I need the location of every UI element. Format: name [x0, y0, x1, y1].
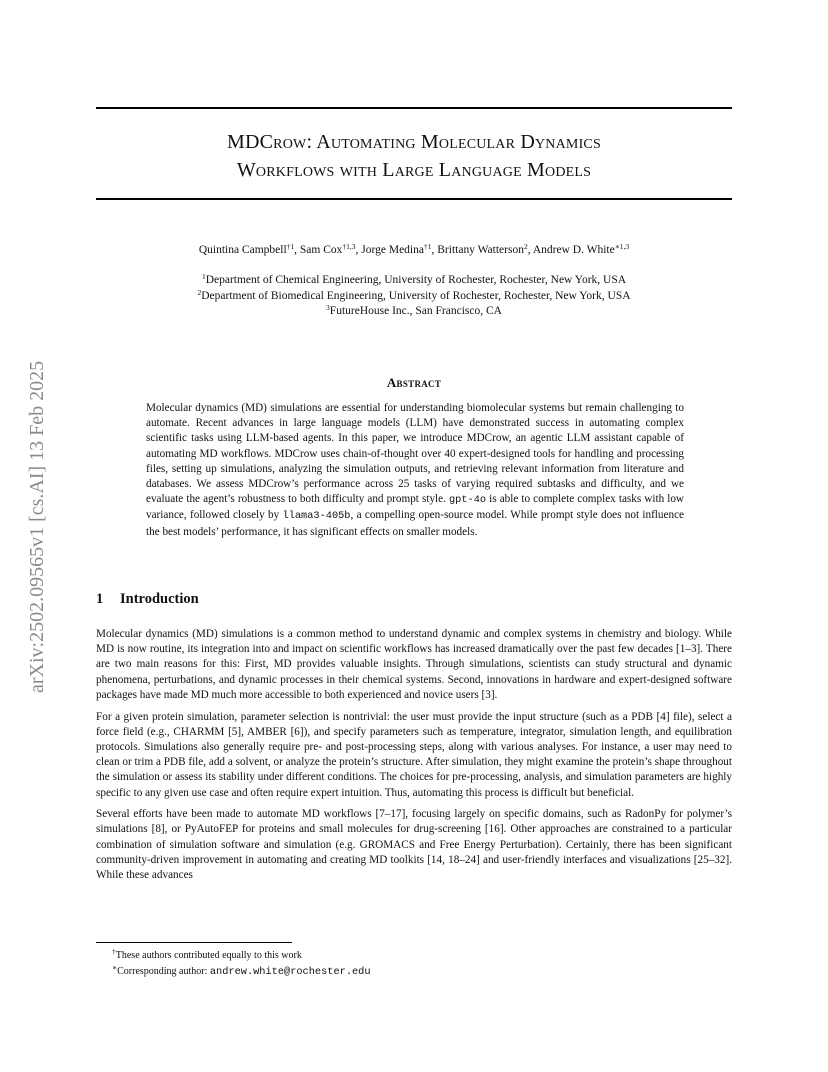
paper-title: [96, 128, 732, 184]
author-marks: †1: [424, 242, 432, 251]
affiliation-text: Department of Biomedical Engineering, University of Rochester, Rochester, New York, USA: [201, 289, 631, 302]
paper-title-line-1: MDCrow: Automating Molecular Dynamics: [227, 131, 601, 153]
footnote-text: Corresponding author:: [117, 965, 210, 977]
author-marks: †1,3: [342, 242, 356, 251]
footnotes: [112, 948, 371, 980]
affiliation-mark: 3: [326, 303, 330, 312]
author-list: Quintina Campbell$^{\dagger 1}$, Sam Cox$^{\dagger 1,3}$, Jorge Medina$^{\dagger 1}$, Brittany Watterson$^2$, Andrew D. White$^{∗1,3}$: [198, 242, 630, 256]
body-paragraph: For a given protein simulation, parameter selection is nontrivial: the user must provide the input structure (such as a PDB [4] file), select a force field (e.g., CHARMM [5], AMBER [6]), and specify parameters such as temperature, integrator, simulation length, and equilibration protocols. Simulations also generally require pre- and post-processing steps, along with various analyses. For instance, a user may need to clean or trim a PDB file, add a solvent, or analyze the protein’s structure. After simulation, they might examine the protein’s shape throughout the simulation or assess its stability under different conditions. The choices for pre-processing, analysis, and simulation parameters are highly specific to any given use case and often require expert intuition. Thus, automating this process is difficult but beneficial.: [96, 710, 732, 799]
author-name: Brittany Watterson: [437, 244, 524, 256]
abstract-heading: Abstract: [386, 375, 442, 390]
footnote: [112, 964, 371, 981]
affiliation-mark: 2: [197, 287, 202, 297]
footnote-mark: †: [112, 947, 116, 956]
model-name-code: gpt-4o: [449, 494, 487, 507]
section-heading: [96, 591, 199, 608]
body-paragraph: Several efforts have been made to automate MD workflows [7–17], focusing largely on specific domains, such as RadonPy for polymer’s simulations [8], or PyAutoFEP for proteins and small molecules for drug-screening [16]. Other approaches are constrained to a particular combination of simulation software and simulation (e.g. GROMACS and Free Energy Perturbation). Certainly, there has been significant community-driven improvement in automating and creating MD toolkits [14, 18–24] and user-friendly interfaces and visualizations [25–32]. While these advances: [96, 808, 732, 882]
section-title: Introduction: [120, 591, 199, 607]
author-name: Quintina Campbell: [198, 244, 287, 256]
email-link[interactable]: andrew.white@rochester.edu: [209, 965, 371, 978]
affiliation-text: Department of Chemical Engineering, University of Rochester, Rochester, New York, USA: [205, 274, 627, 286]
footnote: [112, 948, 371, 964]
introduction-body: [96, 627, 732, 890]
paper-title-line-2: Workflows with Large Language Models: [236, 159, 592, 181]
section-number: 1: [96, 591, 104, 607]
author-marks: ∗1,3: [614, 242, 630, 251]
footnote-text: These authors contributed equally to this work: [115, 950, 302, 961]
affiliation: [96, 289, 732, 305]
model-name-code: llama3-405b: [282, 510, 351, 523]
abstract-text: [146, 401, 684, 540]
abstract-text-part: Molecular dynamics (MD) simulations are essential for understanding biomolecular systems but remain challenging to automate. Recent advances in large language models (LLM) have demonstrated success in automating complex scientific tasks using LLM-based agents. In this paper, we introduce MDCrow, an agentic LLM assistant capable of automating MD workflows. MDCrow uses chain-of-thought over 40 expert-designed tools for handling and processing files, setting up simulations, analyzing the simulation outputs, and retrieving relevant information from literature and databases. We assess MDCrow’s performance across 25 tasks of varying required subtasks and difficulty, and we evaluate the agent’s robustness to both difficulty and prompt style.: [146, 402, 684, 506]
body-paragraph: Molecular dynamics (MD) simulations is a common method to understand dynamic and complex systems in chemistry and biology. While MD is now routine, its integration into and impact on scientific workflows has increased dramatically over the past few decades [1–3]. There are two main reasons for this: First, MD provides valuable insights. Through simulations, scientists can study structural and dynamic phenomena, perturbations, and dynamic processes in their chemical systems. Second, innovations in hardware and expert-designed software packages have made MD much more accessible to both experienced and novice users [3].: [96, 628, 732, 701]
footnote-rule: [96, 942, 292, 943]
abstract-text-part: is able to complete complex tasks with low variance, followed closely by: [146, 493, 685, 522]
affiliation-list: [96, 273, 732, 320]
arxiv-side-stamp: arXiv:2502.09565v1 [cs.AI] 13 Feb 2025: [26, 360, 48, 694]
author-name: Sam Cox: [299, 244, 343, 256]
footnote-mark: ∗: [112, 962, 118, 972]
abstract-text-part: , a compelling open-source model. While prompt style does not influence the best models’ performance, it has significant effects on smaller models.: [146, 509, 684, 538]
title-top-rule: [96, 107, 732, 109]
author-marks: 2: [523, 242, 528, 251]
affiliation-text: FutureHouse Inc., San Francisco, CA: [329, 305, 502, 317]
affiliation-mark: 1: [201, 272, 206, 281]
author-marks: †1: [286, 242, 295, 251]
author-name: Jorge Medina: [361, 244, 424, 256]
affiliation: [96, 304, 732, 320]
author-name: Andrew D. White: [532, 244, 615, 256]
affiliation: [96, 273, 732, 289]
title-bottom-rule: [96, 198, 732, 200]
